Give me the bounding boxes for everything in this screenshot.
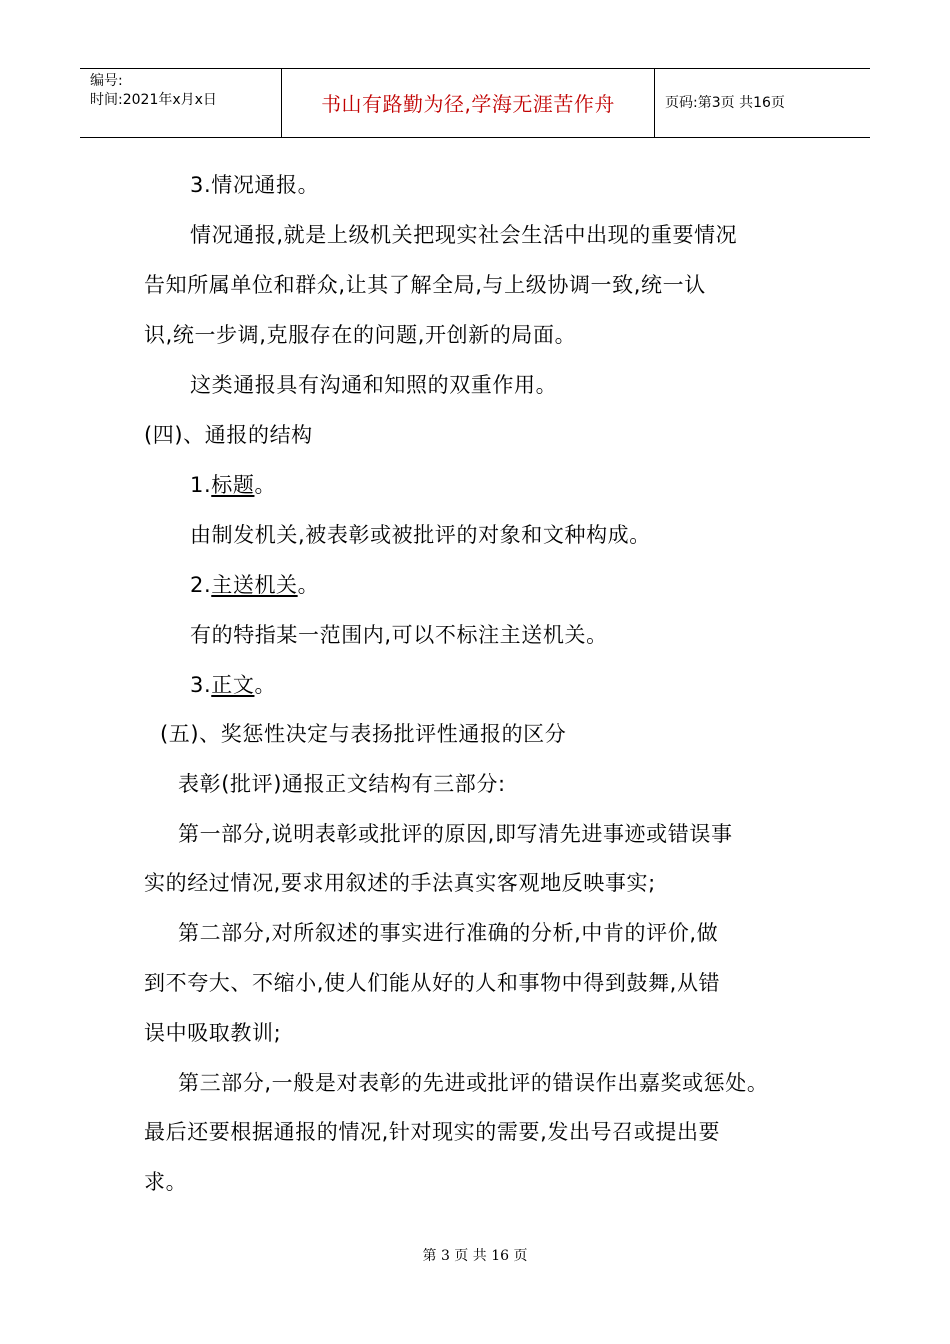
list-item <box>190 471 276 499</box>
item-number: 3. <box>190 673 212 697</box>
paragraph-line: 第一部分,说明表彰或批评的原因,即写清先进事迹或错误事 <box>178 822 733 846</box>
paragraph-line: 由制发机关,被表彰或被批评的对象和文种构成。 <box>190 523 651 547</box>
paragraph-line: 这类通报具有沟通和知照的双重作用。 <box>190 373 558 397</box>
item-number: 2. <box>190 573 212 597</box>
paragraph-line: 有的特指某一范围内,可以不标注主送机关。 <box>190 623 608 647</box>
section-heading: (五)、奖惩性决定与表扬批评性通报的区分 <box>160 722 567 746</box>
header-right-cell <box>655 69 870 137</box>
item-title: 标题 <box>211 473 255 497</box>
section-heading: 3.情况通报。 <box>190 173 320 197</box>
list-item <box>190 671 276 699</box>
paragraph-line: 识,统一步调,克服存在的问题,开创新的局面。 <box>144 323 577 347</box>
header-number-label: 编号: <box>90 73 123 89</box>
paragraph-line: 最后还要根据通报的情况,针对现实的需要,发出号召或提出要 <box>144 1120 721 1144</box>
document-header <box>80 68 870 138</box>
list-item <box>190 571 319 599</box>
paragraph-line: 到不夸大、不缩小,使人们能从好的人和事物中得到鼓舞,从错 <box>144 971 721 995</box>
paragraph-line: 表彰(批评)通报正文结构有三部分: <box>178 772 506 796</box>
header-time-label: 时间:2021年x月x日 <box>90 92 217 108</box>
header-left-cell <box>80 69 282 137</box>
section-heading: (四)、通报的结构 <box>144 423 313 447</box>
paragraph-line: 误中吸取教训; <box>144 1021 282 1045</box>
page-footer: 第 3 页 共 16 页 <box>422 1248 528 1264</box>
item-end: 。 <box>254 673 277 697</box>
paragraph-line: 告知所属单位和群众,让其了解全局,与上级协调一致,统一认 <box>144 273 706 297</box>
paragraph-line: 情况通报,就是上级机关把现实社会生活中出现的重要情况 <box>190 223 738 247</box>
item-end: 。 <box>297 573 320 597</box>
item-title: 正文 <box>211 673 255 697</box>
item-end: 。 <box>254 473 277 497</box>
paragraph-line: 求。 <box>144 1170 188 1194</box>
paragraph-line: 第二部分,对所叙述的事实进行准确的分析,中肯的评价,做 <box>178 921 719 945</box>
header-page-info: 页码:第3页 共16页 <box>665 95 785 111</box>
paragraph-line: 第三部分,一般是对表彰的先进或批评的错误作出嘉奖或惩处。 <box>178 1071 769 1095</box>
header-middle-cell <box>282 69 655 137</box>
header-motto: 书山有路勤为径,学海无涯苦作舟 <box>321 92 615 116</box>
item-number: 1. <box>190 473 212 497</box>
item-title: 主送机关 <box>211 573 298 597</box>
paragraph-line: 实的经过情况,要求用叙述的手法真实客观地反映事实; <box>144 871 656 895</box>
